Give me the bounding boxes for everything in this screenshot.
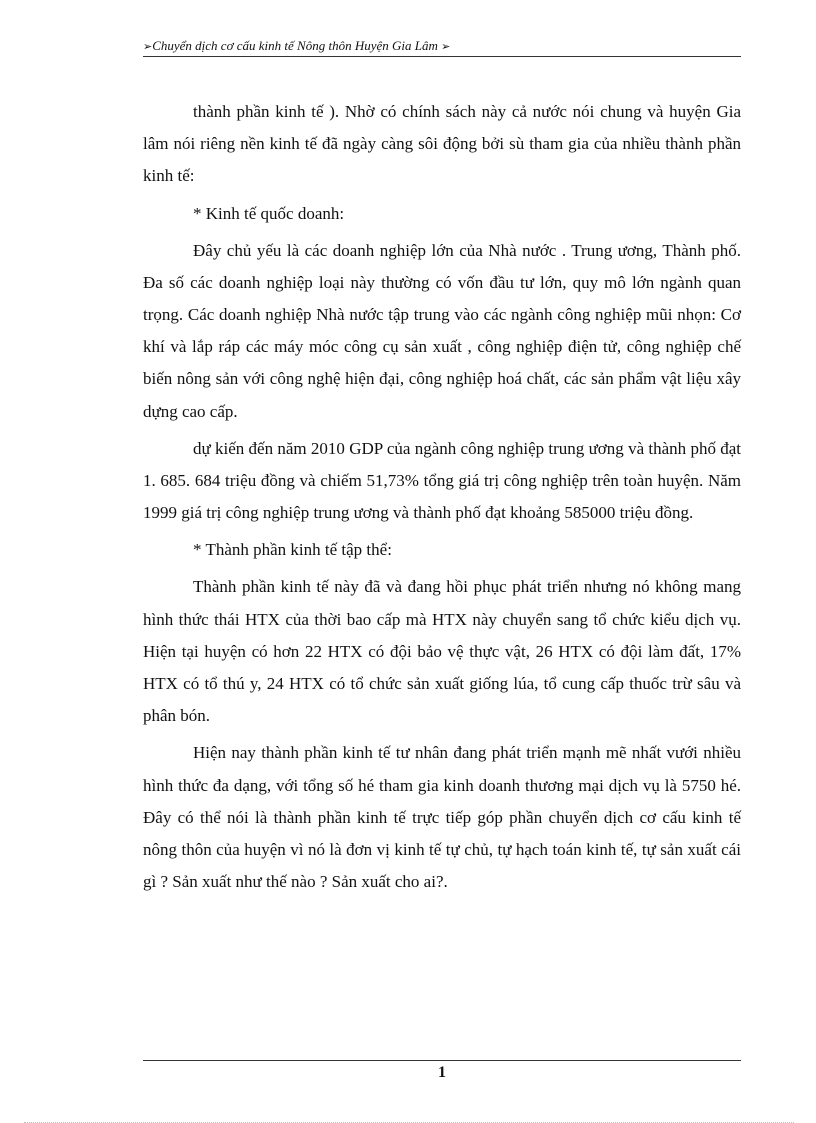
arrow-bullet-icon: ➢ [441,41,451,53]
paragraph-4: Thành phần kinh tế này đã và đang hồi phục phát triển nhưng nó không mang hình thức thái HTX của thời bao cấp mà HTX này chuyển sang tổ chức kiểu dịch vụ. Hiện tại huyện có hơn 22 HTX có đội bảo vệ thực vật, 26 HTX có đội làm đất, 17% HTX có tổ thú y, 24 HTX có tổ chức sản xuất giống lúa, tổ cung cấp thuốc trừ sâu và phân bón. [143,577,741,726]
paragraph-1: thành phần kinh tế ). Nhờ có chính sách này cả nước nói chung và huyện Gia lâm nói riêng nền kinh tế đã ngày càng sôi động bởi sù tham gia của nhiều thành phần kinh tế: [143,102,741,186]
section-heading-state-economy: * Kinh tế quốc doanh: [193,203,345,223]
paragraph-2: Đây chủ yếu là các doanh nghiệp lớn của Nhà nước . Trung ương, Thành phố. Đa số các doanh nghiệp loại này thường có vốn đầu tư lớn, quy mô lớn ngành quan trọng. Các doanh nghiệp Nhà nước tập trung vào các ngành công nghiệp mũi nhọn: Cơ khí và lắp ráp các máy móc công cụ sản xuất , công nghiệp điện tử, công nghiệp chế biến nông sản với công nghệ hiện đại, công nghiệp hoá chất, các sản phẩm vật liệu xây dựng cao cấp. [143,240,741,421]
paragraph-3: dự kiến đến năm 2010 GDP của ngành công nghiệp trung ương và thành phố đạt 1. 685. 684 triệu đồng và chiếm 51,73% tổng giá trị công nghiệp trên toàn huyện. Năm 1999 giá trị công nghiệp trung ương và thành phố đạt khoảng 585000 triệu đồng. [143,438,741,523]
header-title: Chuyển dịch cơ cấu kinh tế Nông thôn Huyện Gia Lâm [152,38,438,53]
page-number: 1 [438,1064,446,1081]
running-header [143,38,741,57]
page-body [143,96,741,903]
footer-divider [143,1060,741,1061]
section-heading-collective-economy: * Thành phần kinh tế tập thể: [193,540,392,560]
paragraph-5: Hiện nay thành phần kinh tế tư nhân đang phát triển mạnh mẽ nhất vưới nhiều hình thức đa dạng, với tổng số hé tham gia kinh doanh thương mại dịch vụ là 5750 hé. Đây có thể nói là thành phần kinh tế trực tiếp góp phần chuyển dịch cơ cấu kinh tế nông thôn của huyện vì nó là đơn vị kinh tế tự chủ, tự hạch toán kinh tế, tự sản xuất cái gì ? Sản xuất như thế nào ? Sản xuất cho ai?. [143,743,741,892]
arrow-bullet-icon: ➢ [143,41,153,53]
